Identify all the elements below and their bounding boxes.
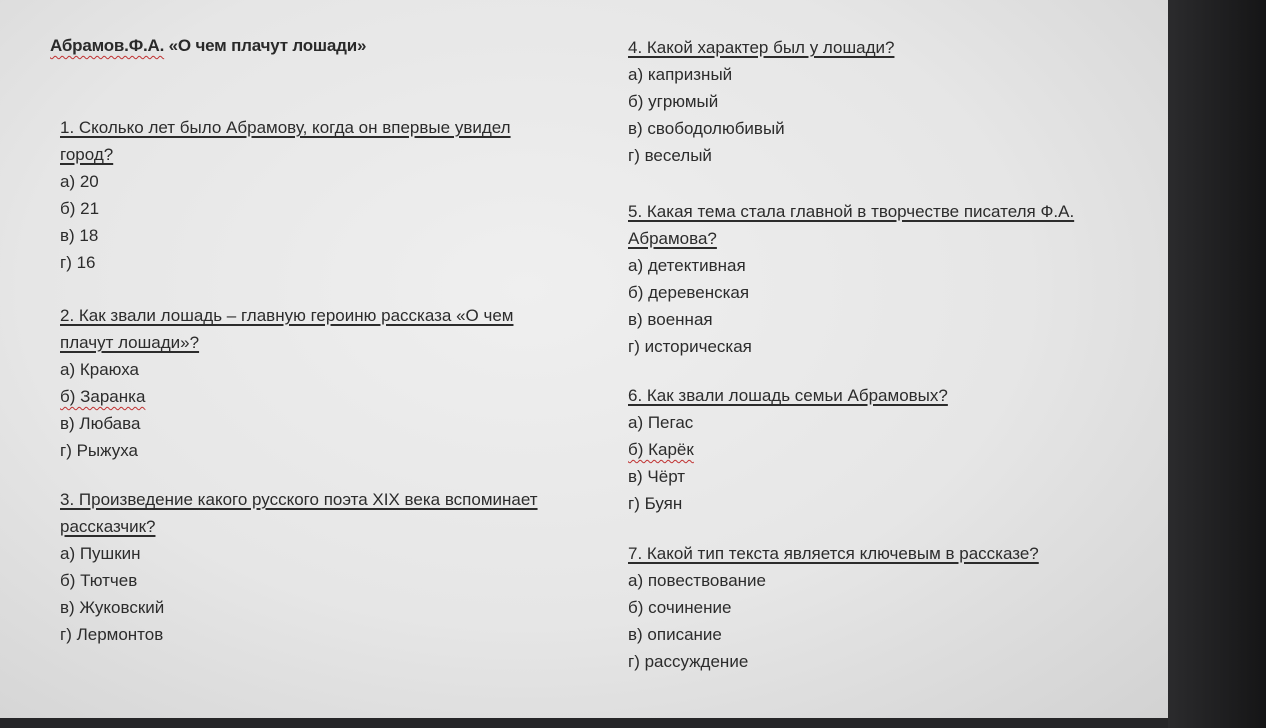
question-2-option-b: б) Заранка xyxy=(60,387,146,406)
question-6-option-b: б) Карёк xyxy=(628,440,694,459)
question-4-option-c: в) свободолюбивый xyxy=(628,119,785,138)
question-1-option-a: а) 20 xyxy=(60,172,99,191)
question-7-option-a: а) повествование xyxy=(628,571,767,590)
question-5 xyxy=(628,198,1128,360)
question-5-option-d: г) историческая xyxy=(628,337,752,356)
question-6-option-d: г) Буян xyxy=(628,494,683,513)
question-4 xyxy=(628,34,1128,169)
question-1-option-c: в) 18 xyxy=(60,226,99,245)
question-3-option-a: а) Пушкин xyxy=(60,544,141,563)
title-work: «О чем плачут лошади» xyxy=(168,36,367,55)
question-7-option-c: в) описание xyxy=(628,625,722,644)
monitor-bezel-bottom xyxy=(0,718,1168,728)
question-3-option-b: б) Тютчев xyxy=(60,571,138,590)
question-6 xyxy=(628,382,1128,517)
question-2-option-a: а) Краюха xyxy=(60,360,139,379)
question-6-text: 6. Как звали лошадь семьи Абрамовых? xyxy=(628,386,948,405)
question-2 xyxy=(60,302,550,464)
question-4-text: 4. Какой характер был у лошади? xyxy=(628,38,895,57)
question-6-option-a: а) Пегас xyxy=(628,413,694,432)
question-7 xyxy=(628,540,1048,675)
question-1-text: 1. Сколько лет было Абрамову, когда он впервые увидел город? xyxy=(60,118,511,164)
question-4-option-b: б) угрюмый xyxy=(628,92,719,111)
question-4-option-a: а) капризный xyxy=(628,65,733,84)
question-3 xyxy=(60,486,540,648)
monitor-bezel-right xyxy=(1168,0,1266,728)
question-3-text: 3. Произведение какого русского поэта XIX века вспоминает рассказчик? xyxy=(60,490,538,536)
question-5-option-a: а) детективная xyxy=(628,256,746,275)
question-2-text: 2. Как звали лошадь – главную героиню рассказа «О чем плачут лошади»? xyxy=(60,306,514,352)
question-5-option-c: в) военная xyxy=(628,310,713,329)
question-5-text: 5. Какая тема стала главной в творчестве писателя Ф.А. Абрамова? xyxy=(628,202,1075,248)
question-2-option-c: в) Любава xyxy=(60,414,141,433)
question-3-option-d: г) Лермонтов xyxy=(60,625,164,644)
question-6-option-c: в) Чёрт xyxy=(628,467,686,486)
document-title xyxy=(50,36,366,56)
question-3-option-c: в) Жуковский xyxy=(60,598,165,617)
question-4-option-d: г) веселый xyxy=(628,146,712,165)
question-1-option-b: б) 21 xyxy=(60,199,100,218)
question-5-option-b: б) деревенская xyxy=(628,283,750,302)
question-7-option-b: б) сочинение xyxy=(628,598,732,617)
question-7-option-d: г) рассуждение xyxy=(628,652,749,671)
title-author: Абрамов.Ф.А. xyxy=(50,36,165,55)
question-2-option-d: г) Рыжуха xyxy=(60,441,138,460)
question-1 xyxy=(60,114,550,276)
question-1-option-d: г) 16 xyxy=(60,253,96,272)
question-7-text: 7. Какой тип текста является ключевым в рассказе? xyxy=(628,544,1039,563)
